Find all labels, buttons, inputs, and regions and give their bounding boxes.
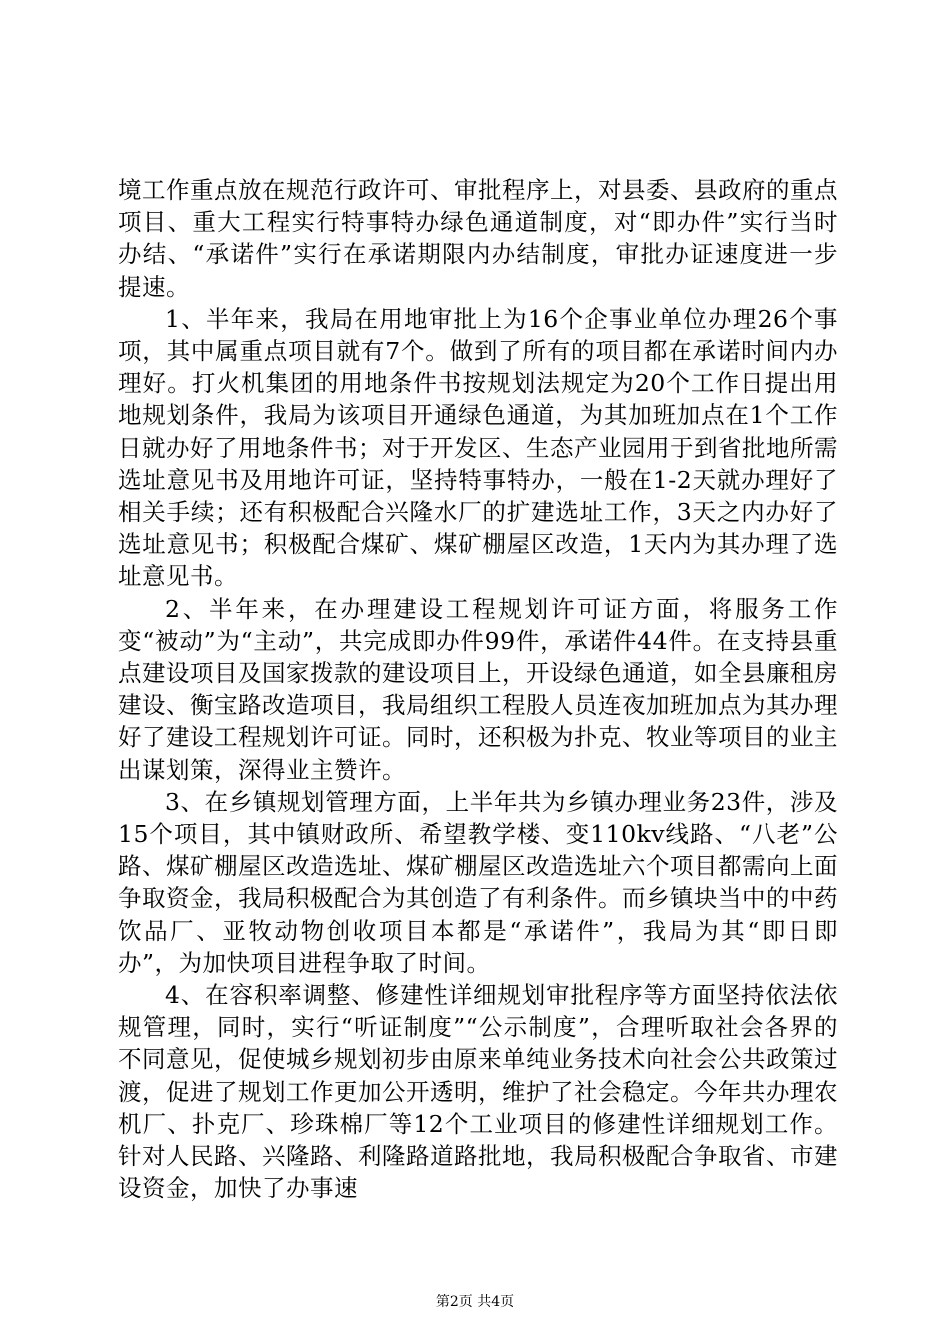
page-number-label: 第2页 共4页 bbox=[435, 1294, 515, 1310]
paragraph-item-1: 1、半年来，我局在用地审批上为16个企事业单位办理26个事项，其中属重点项目就有7个。做到了所有的项目都在承诺时间内办理好。打火机集团的用地条件书按规划法规定为20个工作日提出用地规划条件，我局为该项目开通绿色通道，为其加班加点在1个工作日就办好了用地条件书；对于开发区、生态产业园用于到省批地所需选址意见书及用地许可证，坚持特事特办，一般在1-2天就办理好了相关手续；还有积极配合兴隆水厂的扩建选址工作，3天之内办好了选址意见书；积极配合煤矿、煤矿棚屋区改造，1天内为其办理了选址意见书。 bbox=[118, 304, 838, 591]
paragraph-item-4: 4、在容积率调整、修建性详细规划审批程序等方面坚持依法依规管理，同时，实行“听证制度”“公示制度”，合理听取社会各界的不同意见，促使城乡规划初步由原来单纯业务技术向社会公共政策过渡，促进了规划工作更加公开透明，维护了社会稳定。今年共办理农机厂、扑克厂、珍珠棉厂等12个工业项目的修建性详细规划工作。针对人民路、兴隆路、利隆路道路批地，我局积极配合争取省、市建设资金，加快了办事速 bbox=[118, 981, 838, 1203]
paragraph-item-3: 3、在乡镇规划管理方面，上半年共为乡镇办理业务23件，涉及15个项目，其中镇财政所、希望教学楼、变110kv线路、“八老”公路、煤矿棚屋区改造选址、煤矿棚屋区改造选址六个项目都需向上面争取资金，我局积极配合为其创造了有利条件。而乡镇块当中的中药饮品厂、亚牧动物创收项目本都是“承诺件”，我局为其“即日即办”，为加快项目进程争取了时间。 bbox=[118, 787, 838, 977]
paragraph-continuation: 境工作重点放在规范行政许可、审批程序上，对县委、县政府的重点项目、重大工程实行特事特办绿色通道制度，对“即办件”实行当时办结、“承诺件”实行在承诺期限内办结制度，审批办证速度进一步提速。 bbox=[118, 176, 838, 301]
page-footer bbox=[0, 1292, 950, 1312]
paragraph-item-2: 2、半年来，在办理建设工程规划许可证方面，将服务工作变“被动”为“主动”，共完成即办件99件，承诺件44件。在支持县重点建设项目及国家拨款的建设项目上，开设绿色通道，如全县廉租房建设、衡宝路改造项目，我局组织工程股人员连夜加班加点为其办理好了建设工程规划许可证。同时，还积极为扑克、牧业等项目的业主出谋划策，深得业主赞许。 bbox=[118, 594, 838, 784]
document-body bbox=[118, 174, 838, 1205]
